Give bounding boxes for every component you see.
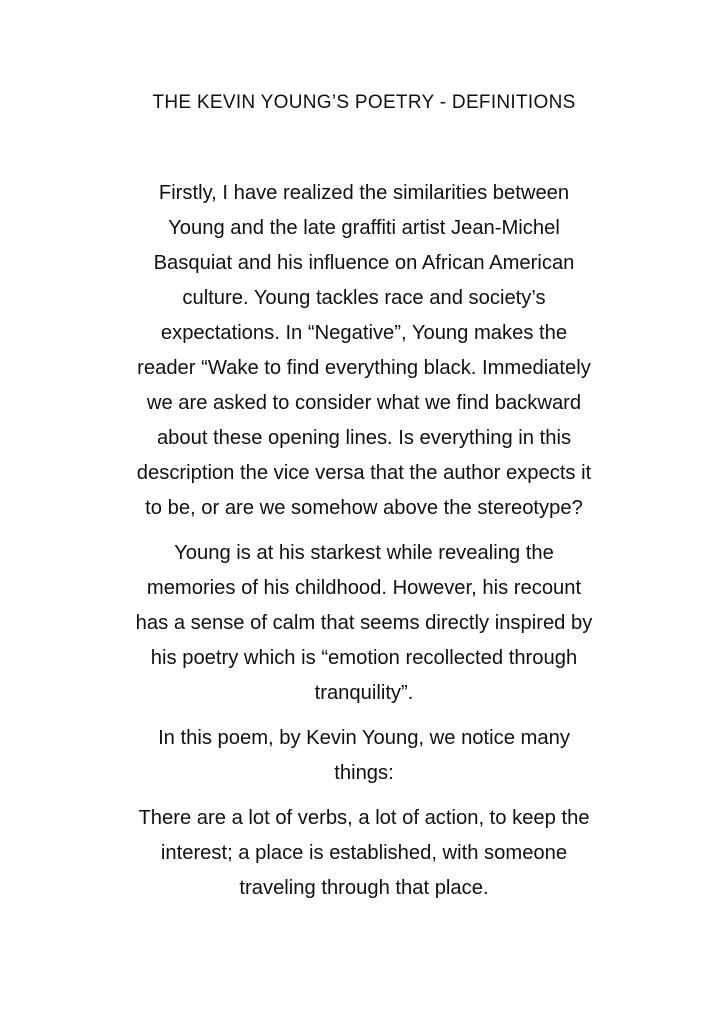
text-line: Young is at his starkest while revealing the bbox=[174, 542, 554, 564]
text-line: traveling through that place. bbox=[239, 877, 489, 899]
text-line: Basquiat and his influence on African American bbox=[153, 252, 575, 274]
text-line: his poetry which is “emotion recollected through bbox=[150, 647, 578, 669]
text-line: culture. Young tackles race and society’s bbox=[182, 287, 546, 309]
document-title: THE KEVIN YOUNG’S POETRY - DEFINITIONS bbox=[152, 92, 576, 113]
text-line: we are asked to consider what we find backward bbox=[146, 392, 582, 414]
text-line: to be, or are we somehow above the stereotype? bbox=[145, 497, 583, 519]
text-line: expectations. In “Negative”, Young makes the bbox=[160, 322, 568, 344]
document-body bbox=[100, 176, 628, 916]
text-line: about these opening lines. Is everything in this bbox=[156, 427, 572, 449]
paragraph-2 bbox=[100, 536, 628, 711]
text-line: memories of his childhood. However, his recount bbox=[146, 577, 582, 599]
text-line: Firstly, I have realized the similarities between bbox=[158, 182, 570, 204]
text-line: has a sense of calm that seems directly inspired by bbox=[135, 612, 593, 634]
text-line: Young and the late graffiti artist Jean-Michel bbox=[168, 217, 560, 239]
paragraph-3 bbox=[100, 721, 628, 791]
text-line: tranquility”. bbox=[314, 682, 414, 704]
text-line: things: bbox=[334, 762, 394, 784]
paragraph-1 bbox=[100, 176, 628, 526]
text-line: In this poem, by Kevin Young, we notice many bbox=[158, 727, 570, 749]
text-line: There are a lot of verbs, a lot of action, to keep the bbox=[138, 807, 590, 829]
paragraph-4 bbox=[100, 801, 628, 906]
text-line: description the vice versa that the author expects it bbox=[136, 462, 592, 484]
text-line: reader “Wake to find everything black. Immediately bbox=[137, 357, 591, 379]
text-line: interest; a place is established, with someone bbox=[160, 842, 568, 864]
